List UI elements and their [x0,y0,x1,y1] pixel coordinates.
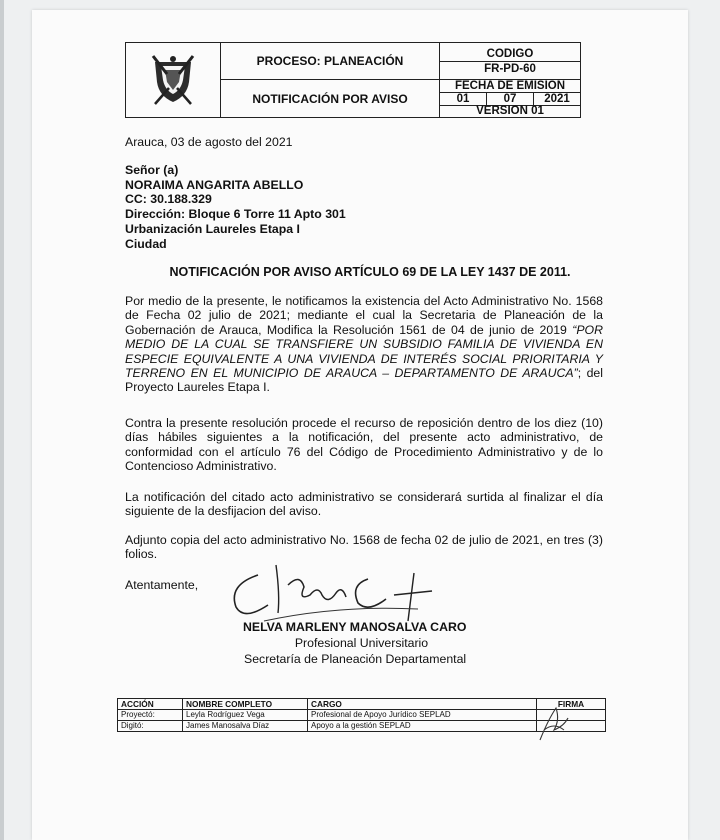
signer-role: Profesional Universitario [294,636,429,650]
fecha-dia: 01 [440,93,487,105]
paragraph-1 [125,294,603,395]
col-cargo: CARGO [308,699,537,710]
date-line: Arauca, 03 de agosto del 2021 [125,135,293,149]
row-accion: Proyectó: [118,710,183,721]
logo-cell [126,43,221,118]
paragraph-4: Adjunto copia del acto administrativo No. 1568 de fecha 02 de julio de 2021, en tres (3) folios. [125,533,603,562]
version-label: VERSION 01 [476,105,544,117]
row-cargo: Profesional de Apoyo Jurídico SEPLAD [308,710,537,721]
codigo-value: FR-PD-60 [484,62,536,75]
fecha-cell [440,80,581,118]
notificacion-label: NOTIFICACIÓN POR AVISO [221,80,440,118]
subject-line: NOTIFICACIÓN POR AVISO ARTÍCULO 69 DE LA LEY 1437 DE 2011. [169,265,571,279]
fecha-anio: 2021 [544,93,570,105]
recipient-name: NORAIMA ANGARITA ABELLO [125,177,304,192]
col-firma: FIRMA [537,699,606,710]
left-edge-bar [0,0,4,840]
coat-of-arms-logo [149,52,197,106]
table-row [118,710,606,721]
document-header-table [125,42,581,118]
signer-department: Secretaría de Planeación Departamental [244,652,467,666]
col-nombre: NOMBRE COMPLETO [183,699,308,710]
signer-name: NELVA MARLENY MANOSALVA CARO [243,620,467,634]
fecha-mes: 07 [487,93,534,105]
table-row [118,721,606,732]
proceso-label: PROCESO: PLANEACIÓN [221,43,440,80]
recipient-cc: CC: 30.188.329 [125,192,212,207]
row-accion: Digitó: [118,721,183,732]
codigo-cell [440,43,581,80]
row-nombre: James Manosalva Díaz [183,721,308,732]
paragraph-1-end: ; del Proyecto Laureles Etapa I. [125,366,603,395]
row-nombre: Leyla Rodríguez Vega [183,710,308,721]
paragraph-1-text: Por medio de la presente, le notificamos la existencia del Acto Administrativo No. 1568 de Fecha 02 julio de 2021; mediante el cual la Secretaria de Planeación de la Gobernación de Arauca, Modifica la Resolución 1561 de 04 de junio de 2019 [125,294,603,337]
paragraph-3: La notificación del citado acto administrativo se considerará surtida al finalizar el día siguiente de la desfijacion del aviso. [125,490,603,519]
initials-signature-image [534,700,574,746]
signature-image [218,555,448,627]
recipient-urbanizacion: Urbanización Laureles Etapa I [125,221,300,236]
recipient-city: Ciudad [125,236,167,251]
codigo-label: CODIGO [440,47,580,62]
fecha-label: FECHA DE EMISION [440,80,580,93]
recipient-block [125,163,346,251]
recipient-address: Dirección: Bloque 6 Torre 11 Apto 301 [125,207,346,222]
recipient-salutation: Señor (a) [125,163,179,177]
paragraph-2: Contra la presente resolución procede el recurso de reposición dentro de los diez (10) días hábiles siguientes a la notificación, del presente acto administrativo, de conformidad con el artículo 76 del Código de Procedimiento Administrativo y de lo Contencioso Administrativo. [125,416,603,474]
paragraph-1-italic: “POR MEDIO DE LA CUAL SE TRANSFIERE UN SUBSIDIO FAMILIA DE VIVIENDA EN ESPECIE EQUIVALENTE A UNA VIVIENDA DE INTERÉS SOCIAL PRIORITARIA Y TERRENO EN EL MUNICIPIO DE ARAUCA – DEPARTAMENTO DE ARAUCA” [125,322,603,381]
approval-table [117,698,606,732]
closing-line: Atentamente, [125,578,199,592]
col-accion: ACCIÓN [118,699,183,710]
row-cargo: Apoyo a la gestión SEPLAD [308,721,537,732]
